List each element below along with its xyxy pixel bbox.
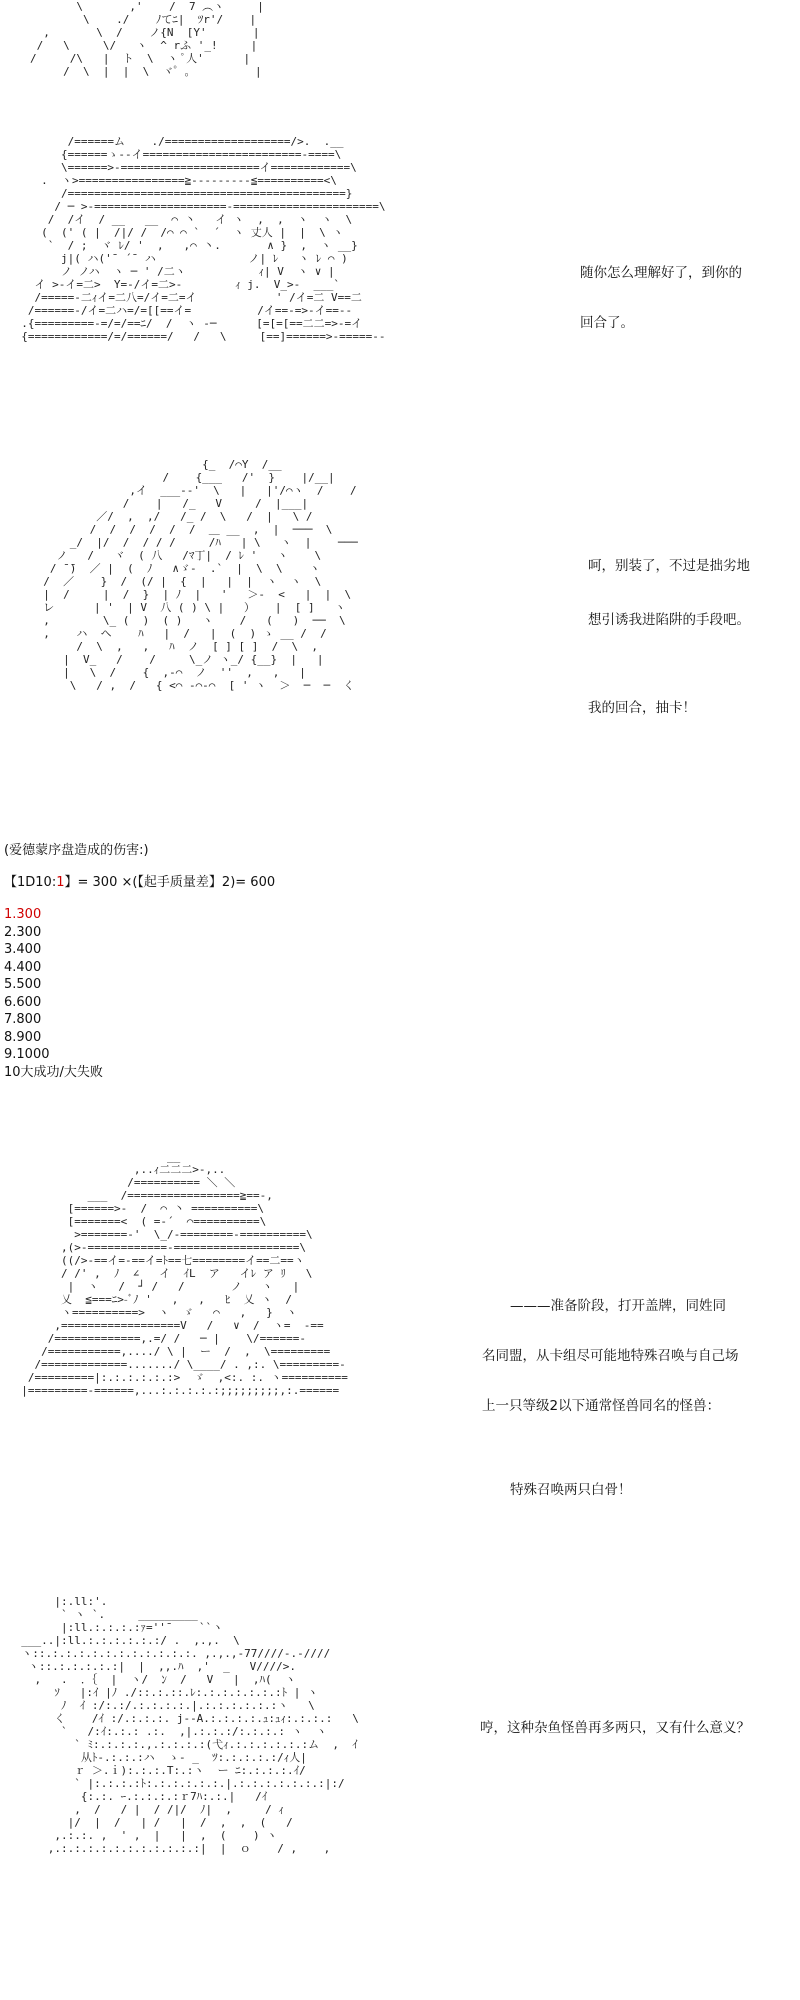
ascii-art: __ ,..ｨ二二二>-,.. /========== ＼ ＼ ___ /=================≧==-, [======>- / ⌒ 丶 ==========\ [=======< ( =-´ ⌒==========\ >=======-' \_/-========-==========\ ,(>-============-===================\ ((/>-==イ=-==イ=ﾄ==七========イ==二==ヽ / /' , ﾉ ∠ イ ｲL ア イﾚ ア ﾘ \ | ヽ / ┘ / / ノ ヽ | 乂 ≦===ﾆ>-ﾞﾉ ' , , ﾋ 乂 ヽ / ヽ==========> ヽ ゞ ⌒ , } ヽ ,==================V / ∨ / ヽ= -== /=============,.=/ / ─ | \/======- /===========,..../ \ | ー / , \========= /=============......./ \____/ . ,:. \=========- /=========|:.:.:.:.:.:> ゞ ,<:. :. ヽ========== |=========-======,...:.:.:.:.:;;;;;;;;;,:.====== bbox=[21, 1150, 348, 1397]
dialog-box bbox=[580, 240, 790, 356]
roll-table-row: 9.1000 bbox=[4, 1047, 50, 1062]
art-panel-top-fragment bbox=[0, 0, 800, 110]
ascii-art: /======ム ./===================/>. .__ {======ゝ--イ========================-====\ \======>-=====================イ============\ . ヽ>================≧---------≦==========<\ /==========================================} / ─ >-====================-======================\ / /イ / __ __ ⌒ 丶 イ ヽ , , ヽ ヽ \ ( (' ( | /|/ / /⌒ ⌒ ` ´ ヽ 丈人 | | \ ヽ ` / ; ヾ ﾚ/ ' , ,⌒ 丶. ∧ } , ヽ __} j|( ハ('¯ ´¯ ハ ノ| ﾚ ヽ ﾚ ⌒ ) ノ ノハ ヽ ─ ' /二ヽ ｨ| V ヽ ∨ | イ >-イ=二> Y=-/イ=二>- ｨ j. V_>- ___` /=====-二ｨイ=二八=/イ=二=イ ' /イ=二 V==二 /======-/イ=二ハ=/=[[==イ= /イ==-=>-イ==-- .{=========-=/=/==ﾆ/ / ヽ -─ [=[=[==二二=>-=イ {============/=/======/ / \ [==]======>-=====-- bbox=[21, 135, 386, 343]
dialog-line: 名同盟，从卡组尽可能地特殊召唤与自己场 bbox=[482, 1348, 739, 1364]
roll-table-row: 8.900 bbox=[4, 1029, 42, 1045]
dialog-line: 特殊召唤两只白骨！ bbox=[510, 1482, 632, 1498]
dialog-box bbox=[588, 533, 793, 741]
ascii-art: \ ,' / 7 ︵ヽ | \ ./ ﾉてﾆ| ﾂr'/ | , \ / ノ{N [Y' | / \ \/ ヽ ^ rふ '_! | / /\ | ト \ ヽ ﾟ人' | / \ | | \ ヾ゜。 | bbox=[30, 0, 264, 78]
formula-suffix: 】= 300 ×(【起手质量差】2)= 600 bbox=[64, 875, 276, 890]
dialog-box bbox=[482, 1273, 794, 1523]
ascii-art: {_ /⌒Y /__ / {___ /' } |/__| ,イ ___--' \ | |'/⌒ヽ / / / | /_ V / |___| ／/ , ,/ /_ / \ / | \ / / / / / / / ＿ __ , | ─── \ _/ |/ / / / / /ﾊ | \ ヽ | ─── ノ / ヾ ( 八 /ﾏ丁| / ﾚ ' ヽ \ / ̄ ̄) ／ | ( ﾉ ∧ゞ- .` | \ \ ヽ / ／ } / (/ | { | | | ヽ ヽ \ | / | / } | ﾉ | ' ＞- < | | \ レ | ' | V 八 ( ) \ | ） | [ ] ヽ , \_ ( ) ( ) ヽ / ( ) ── \ , ハ ヘ ﾊ | / | ( ) ゝ __ / / / \ , , ﾊ ノ [ ] [ ] / \ , | V_ / / \_ノ ヽ_/ {__} | | | \ / { ,-⌒ ノ '' , , | \ / , / { <⌒ -⌒-⌒ [ ' ヽ ＞ ─ ─ く bbox=[43, 458, 358, 692]
art-panel-3 bbox=[0, 1150, 800, 1570]
dialog-line: 回合了。 bbox=[580, 315, 634, 331]
dice-heading: (爱德蒙序盘造成的伤害:) bbox=[4, 843, 149, 858]
formula-result: 1 bbox=[56, 875, 65, 890]
roll-table-row: 10大成功/大失败 bbox=[4, 1064, 103, 1080]
art-panel-4 bbox=[0, 1595, 800, 2000]
dialog-line: 哼，这种杂鱼怪兽再多两只，又有什么意义？ bbox=[480, 1720, 750, 1736]
dice-formula bbox=[4, 874, 424, 892]
dialog-line: 上一只等级2以下通常怪兽同名的怪兽： bbox=[482, 1398, 721, 1414]
roll-table-row: 2.300 bbox=[4, 924, 42, 940]
dialog-line: 我的回合，抽卡！ bbox=[588, 700, 696, 716]
roll-table-row: 7.800 bbox=[4, 1012, 42, 1027]
dialog-line: ———准备阶段，打开盖牌，同姓同 bbox=[510, 1298, 726, 1314]
art-panel-1 bbox=[0, 135, 800, 435]
dialog-line bbox=[482, 1439, 794, 1457]
roll-table-row: 1.300 bbox=[4, 907, 42, 922]
roll-table-row: 6.600 bbox=[4, 994, 42, 1010]
roll-table bbox=[4, 906, 424, 1081]
dialog-line bbox=[588, 653, 793, 675]
dialog-line: 想引诱我进陷阱的手段吧。 bbox=[588, 612, 750, 628]
dice-roll-block bbox=[4, 842, 424, 1081]
dialog-box bbox=[480, 1695, 798, 1761]
roll-table-row: 5.500 bbox=[4, 977, 42, 992]
art-panel-2 bbox=[0, 458, 800, 828]
roll-table-row: 4.400 bbox=[4, 959, 42, 975]
ascii-art: |:.ll:'. ` ヽ `. _________ |:ll.:.:.:.:ｧ=''¯ ``ヽ ___..|:ll.:.:.:.:.:.:/ . ,.,. \ ヽ::.:.:.:.:.:.:.:.:.:.:.:. ,.,.,-77////-.-//// ヽ::.:.:.:.:.:| | ,,.ﾊ ,' _ V////>. , . ．｛ | ヽ/ ﾝ / V | ,ﾊ( ヽ ｿ |:ｲ |ﾉ ./::.:.::.ﾚ:.:.:.:.:.:.:ﾄ | ヽ ﾉ ｲ :/:.:/.:.:.:.:.|.:.:.:.:.:.:ヽ \ く /ｲ :/.:.:.:. j--A.:.:.:.:.ｭ:ｭｨ:.:.:.: \ ` /:ｲ:.:.: .:. ,|.:.:.:/:.:.:.: ヽ ヽ ` ﾐ:.:.:.:.,.:.:.:.:(弋ｨ.:.:.:.:.:.:ム , ｲ 从ﾄ-.:.:.:ハ ゝ- _ ﾂ:.:.:.:.:/ｨ人| ｒ ＞.ｉ):.:.:.T:.:ヽ ー ﾆ:.:.:.:.ｲ/ ` |:.:.:.:ﾄ:.:.:.:.:.:.|.:.:.:.:.:.:.:|:/ {:.:. ｰ.:.:.:.:ｒ7ﾊ:.:.| /ｲ , / / | / /|/ ﾉ| , / ｨ |/ | / | / | / , , ( / ,.:.:. , ' , | | , ( ) ヽ ,.:.:.:.:.:.:.:.:.:.:.:| | ｏ / , , bbox=[21, 1595, 359, 1855]
dialog-line: 呵，别装了，不过是拙劣地 bbox=[588, 558, 750, 574]
roll-table-row: 3.400 bbox=[4, 942, 42, 957]
formula-prefix: 【1D10: bbox=[4, 875, 57, 890]
dialog-line: 随你怎么理解好了，到你的 bbox=[580, 265, 742, 281]
